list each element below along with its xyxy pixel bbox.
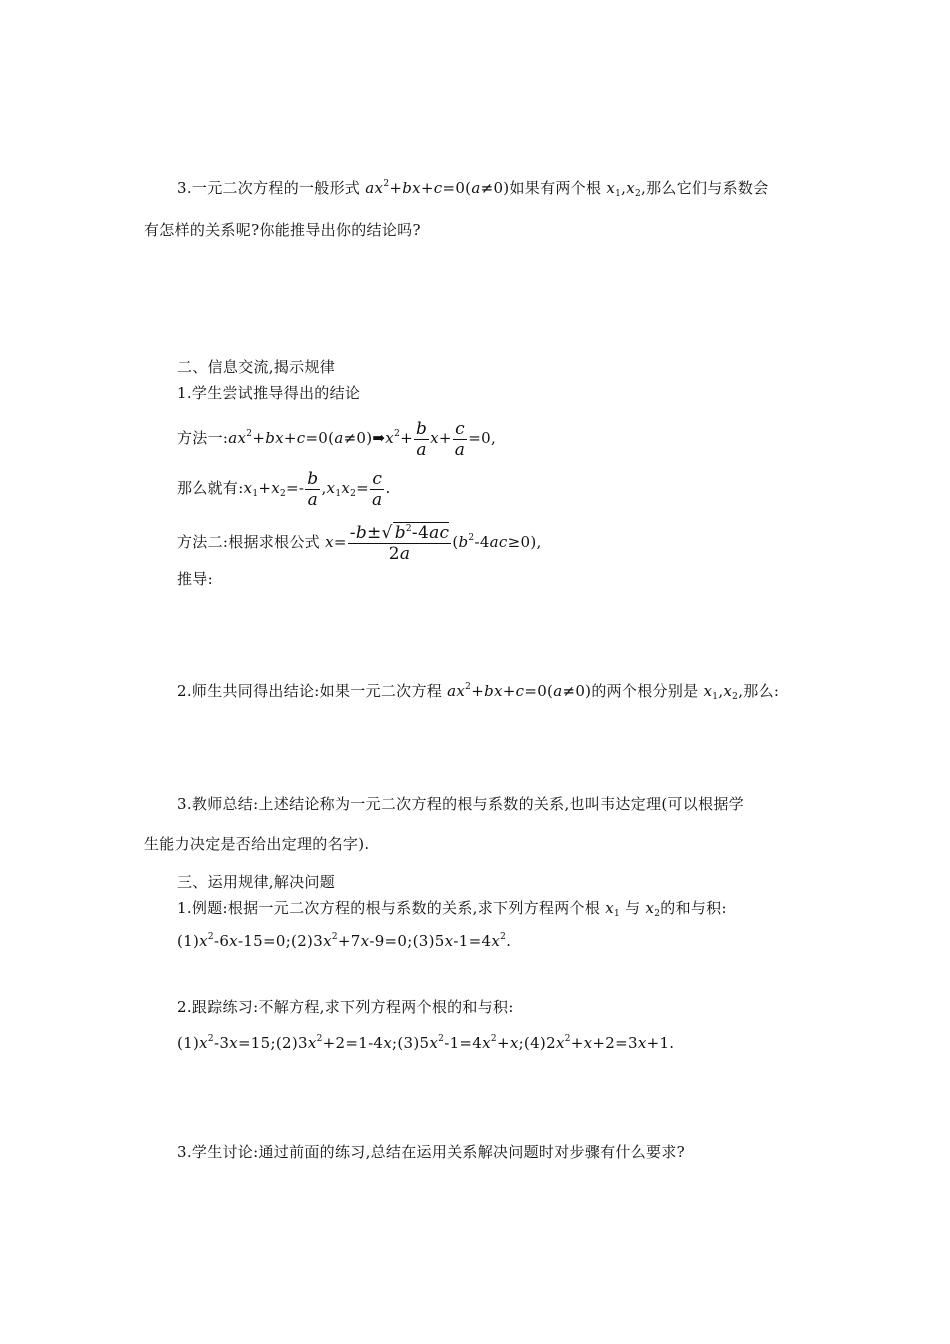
method2-line (177, 520, 542, 564)
section3-practice (177, 997, 514, 1017)
quadratic-formula: x= $\frac{-b\pm√ b^2-4ac}{2a}$ $(b^2-4ac\ge 0)$, (325, 522, 542, 564)
text-span: 如果有两个根 (509, 179, 602, 197)
then-line (177, 466, 391, 510)
text-span: 与 (625, 899, 641, 917)
section2-heading (177, 357, 335, 377)
roots-symbols: $x_1,x_2$, (606, 179, 647, 199)
intro-question-line-1 (177, 178, 769, 198)
general-form-equation: $ax^2+bx+c=0(a\ne 0)$ (447, 682, 592, 700)
practice-equations: $(1)x^2-3x=15;(2)3x^2+2=1-4x;(3)5x^2-1=4x^2+x;(4)2x^2+x+2=3x+1$. (177, 1034, 675, 1052)
fraction-c-over-a: $\frac{c}{a}$ (372, 468, 383, 510)
vieta-formulas: $x_1+x_2=-$ $\frac{b}{a}$ $,x_1x_2=$ $\frac{c}{a}$ . (243, 468, 391, 510)
text-span: 有怎样的关系呢?你能推导出你的结论吗? (144, 221, 421, 239)
text-span: 推导: (177, 570, 213, 588)
section3-example-equations (177, 931, 511, 951)
derive-label (177, 569, 213, 589)
general-form-equation: $ax^2+bx+c=0(a\ne 0)$ (365, 179, 510, 197)
text-span: 的两个根分别是 (591, 682, 699, 700)
text-span: 二、信息交流,揭示规律 (177, 358, 336, 376)
section3-practice-equations (177, 1033, 674, 1053)
method1-line (177, 416, 496, 460)
section3-example: 1.例题:根据一元二次方程的根与系数的关系,求下列方程两个根 $x_1$ 与 $x_2$的和与积: (177, 899, 727, 919)
section2-item3-line1 (177, 794, 744, 814)
text-span: 那么它们与系数会 (646, 179, 769, 197)
text-span: 2.跟踪练习:不解方程,求下列方程两个根的和与积: (177, 998, 514, 1016)
section2-item3-line2 (144, 834, 369, 854)
fraction-b-over-a: $\frac{b}{a}$ (307, 468, 319, 510)
text-span: 那么: (743, 682, 780, 700)
text-span: 的和与积: (660, 899, 727, 917)
text-span: 1.学生尝试推导得出的结论 (177, 384, 361, 402)
text-span: 1.例题:根据一元二次方程的根与系数的关系,求下列方程两个根 (177, 899, 601, 917)
fraction-quadratic-formula: $\frac{-b\pm√ b^2-4ac}{2a}$ (349, 522, 450, 564)
section3-discussion (177, 1142, 685, 1162)
roots-symbols: $x_1,x_2$, (703, 682, 744, 702)
root-x1: x (605, 899, 614, 917)
text-span: 三、运用规律,解决问题 (177, 873, 336, 891)
text-span: 3.一元二次方程的一般形式 (177, 179, 361, 197)
text-span: 3.学生讨论:通过前面的练习,总结在运用关系解决问题时对步骤有什么要求? (177, 1143, 685, 1161)
fraction-b-over-a: $\frac{b}{a}$ (415, 418, 428, 460)
text-span: 方法二:根据求根公式 (177, 533, 321, 551)
text-span: 3.教师总结:上述结论称为一元二次方程的根与系数的关系,也叫韦达定理(可以根据学 (177, 795, 744, 813)
example-equations: $(1)x^2-6x-15=0;(2)3x^2+7x-9=0;(3)5x-1=4x^2$. (177, 932, 512, 950)
section2-item1 (177, 383, 360, 403)
method1-formula: $ax^2+bx+c=0(a\ne 0)➡x^2+$ $\frac{b}{a}$ x+ $\frac{c}{a}$ =0, (228, 418, 497, 460)
section2-item2 (177, 681, 779, 701)
section3-heading (177, 872, 335, 892)
text-span: 那么就有: (177, 479, 244, 497)
root-x2: x (645, 899, 655, 917)
text-span: 生能力决定是否给出定理的名字). (144, 835, 370, 853)
fraction-c-over-a: $\frac{c}{a}$ (454, 418, 466, 460)
text-span: 2.师生共同得出结论:如果一元二次方程 (177, 682, 443, 700)
text-span: 方法一: (177, 429, 229, 447)
intro-question-line-2 (144, 220, 421, 240)
